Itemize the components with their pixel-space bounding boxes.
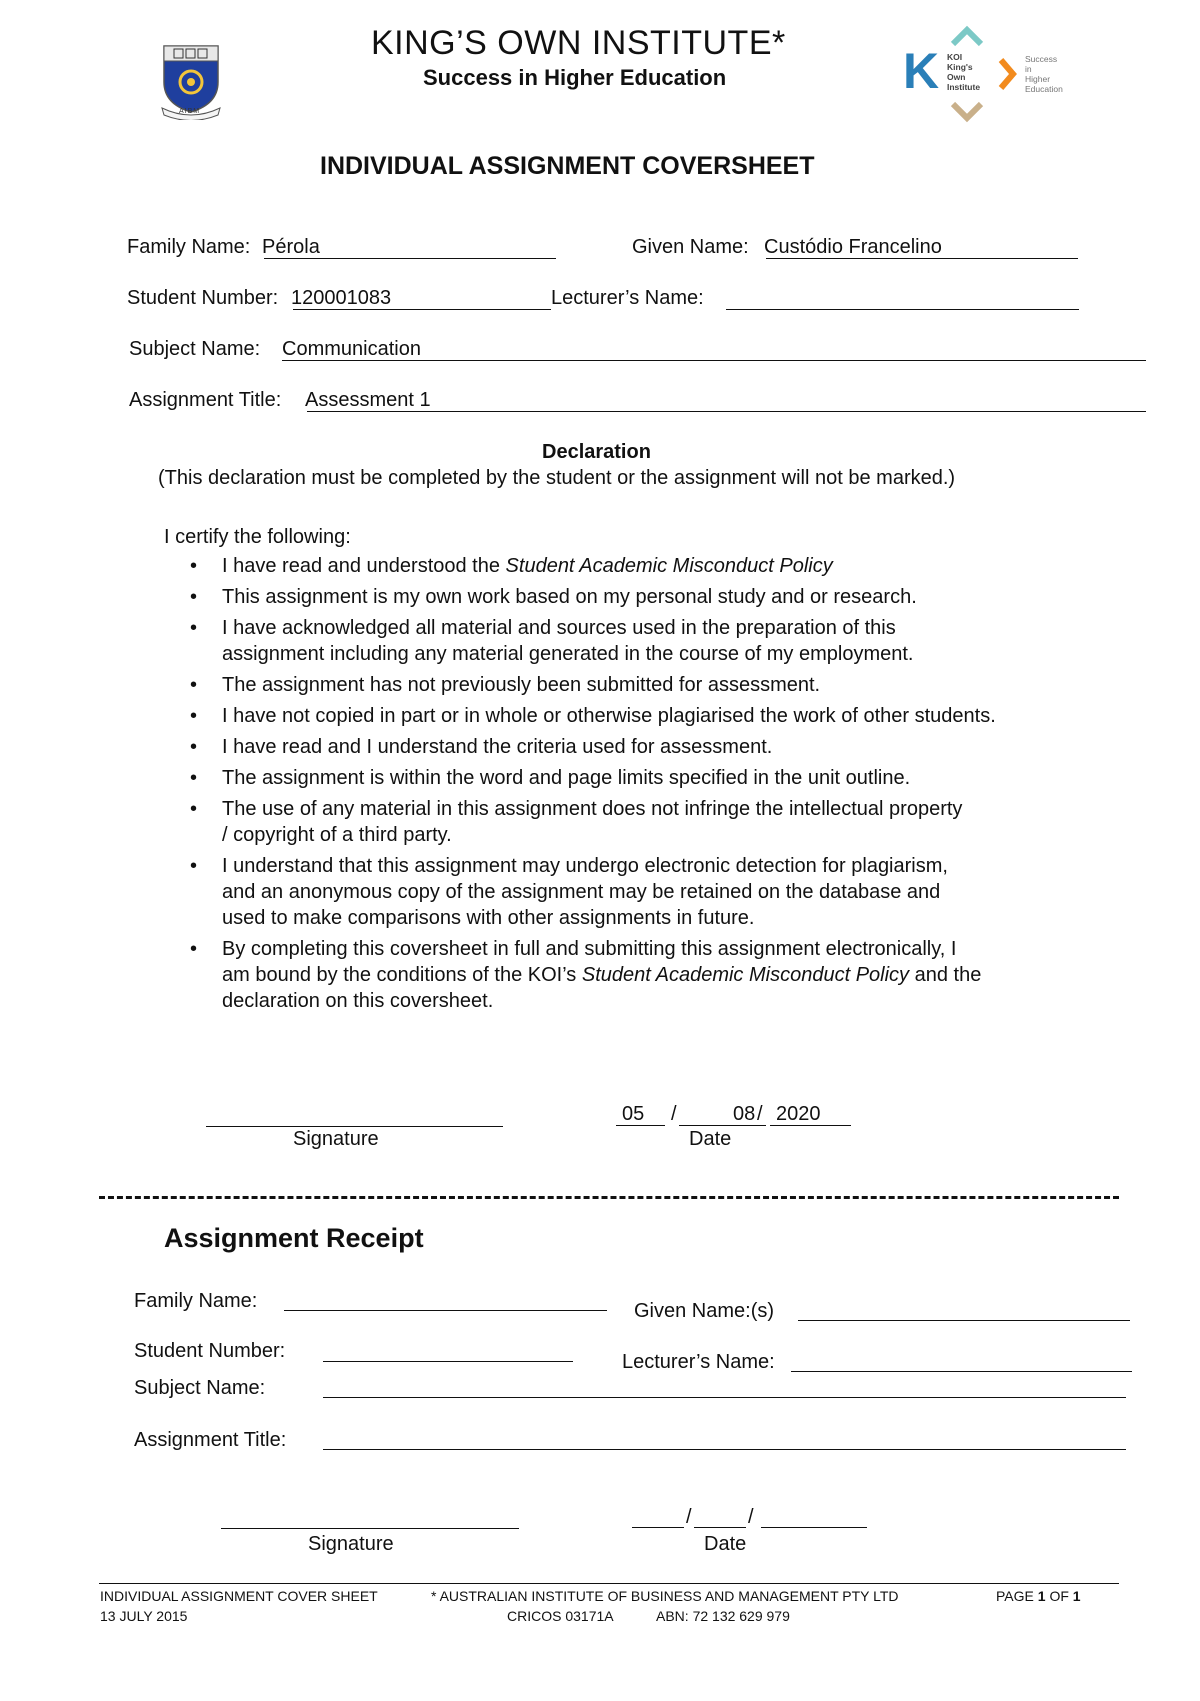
family-name-label: Family Name: (127, 236, 251, 258)
koi-name-lines (947, 52, 980, 92)
assignment-title-value[interactable]: Assessment 1 (305, 389, 431, 411)
date-line-day (616, 1125, 665, 1126)
receipt-title-label: Assignment Title: (134, 1429, 287, 1451)
declaration-intro: I certify the following: (164, 526, 351, 548)
footer-of-word: OF (1045, 1588, 1073, 1604)
receipt-lecturer-label: Lecturer’s Name: (622, 1351, 775, 1373)
list-item-text: I have read and understood the (222, 555, 506, 577)
koi-name-line: King's (947, 62, 973, 72)
given-name-line (766, 258, 1078, 259)
date-year[interactable]: 2020 (776, 1103, 821, 1125)
list-item-line (222, 962, 1090, 988)
date-separator: / (671, 1103, 677, 1125)
receipt-subject-label: Subject Name: (134, 1377, 266, 1399)
date-line-month (679, 1125, 766, 1126)
signature-line[interactable] (206, 1126, 503, 1127)
list-item-line: declaration on this coversheet. (222, 990, 494, 1012)
receipt-date-separator: / (748, 1506, 754, 1528)
family-name-line (264, 258, 556, 259)
footer-company: * AUSTRALIAN INSTITUTE OF BUSINESS AND MANAGEMENT PTY LTD (431, 1588, 899, 1604)
list-item-line: • I have acknowledged all material and sources used in the preparation of this (222, 617, 896, 639)
list-item-text: am bound by the conditions of the KOI’s (222, 964, 582, 986)
receipt-signature-label: Signature (308, 1533, 394, 1555)
aibm-crest-logo (160, 42, 222, 120)
koi-name-line: Own (947, 72, 966, 82)
list-item: • This assignment is my own work based on my personal study and or research. (190, 584, 1090, 610)
footer-doc-date: 13 JULY 2015 (100, 1608, 188, 1624)
assignment-title-line (307, 411, 1146, 412)
koi-slogan-line: Success (1025, 54, 1058, 64)
list-item: • The assignment is within the word and page limits specified in the unit outline. (190, 765, 1090, 791)
koi-name-line: KOI (947, 52, 963, 62)
footer-page-word: PAGE (996, 1588, 1038, 1604)
list-item (190, 553, 1090, 579)
student-number-line (293, 309, 551, 310)
receipt-given-line[interactable] (798, 1320, 1130, 1321)
family-name-value[interactable]: Pérola (262, 236, 320, 258)
koi-slogan-line: Higher (1025, 74, 1051, 84)
receipt-student-label: Student Number: (134, 1340, 286, 1362)
lecturer-name-line[interactable] (726, 309, 1079, 310)
student-number-label: Student Number: (127, 287, 279, 309)
declaration-list (190, 553, 1090, 1019)
receipt-date-line-year[interactable] (761, 1527, 867, 1528)
assignment-title-label: Assignment Title: (129, 389, 282, 411)
receipt-subject-line[interactable] (323, 1397, 1126, 1398)
footer-cricos: CRICOS 03171A (507, 1608, 614, 1624)
date-month[interactable]: 08 (733, 1103, 756, 1125)
receipt-signature-line[interactable] (221, 1528, 519, 1529)
receipt-title-line[interactable] (323, 1449, 1126, 1450)
footer-abn: ABN: 72 132 629 979 (656, 1608, 790, 1624)
koi-letter-k: K (903, 43, 940, 99)
policy-name: Student Academic Misconduct Policy (581, 964, 910, 986)
list-item-line: • I understand that this assignment may undergo electronic detection for plagiarism, (222, 855, 948, 877)
date-day[interactable]: 05 (622, 1103, 645, 1125)
date-separator: / (757, 1103, 763, 1125)
student-number-value[interactable]: 120001083 (291, 287, 392, 309)
list-item (190, 615, 1090, 667)
receipt-family-label: Family Name: (134, 1290, 258, 1312)
declaration-heading: Declaration (542, 441, 651, 463)
list-item-text: and the (909, 964, 982, 986)
footer-page-number: 1 (1037, 1588, 1046, 1604)
crest-motto: AIBM (179, 108, 201, 115)
footer-rule (99, 1583, 1119, 1584)
koi-logo (903, 24, 1083, 124)
koi-slogan-lines (1025, 54, 1063, 94)
subject-name-label: Subject Name: (129, 338, 261, 360)
subject-name-line (282, 360, 1146, 361)
receipt-student-line[interactable] (323, 1361, 573, 1362)
list-item (190, 936, 1090, 1014)
footer-page (996, 1588, 1081, 1604)
receipt-heading: Assignment Receipt (164, 1223, 424, 1253)
receipt-date-line-month[interactable] (694, 1527, 746, 1528)
receipt-date-line-day[interactable] (632, 1527, 684, 1528)
date-line-year (770, 1125, 851, 1126)
list-item-line: and an anonymous copy of the assignment may be retained on the database and (222, 881, 941, 903)
date-label: Date (689, 1128, 732, 1150)
subject-name-value[interactable]: Communication (282, 338, 421, 360)
declaration-note: (This declaration must be completed by the student or the assignment will not be marked.) (158, 467, 956, 489)
lecturer-name-label: Lecturer’s Name: (551, 287, 704, 309)
institute-name: KING’S OWN INSTITUTE* (371, 24, 786, 62)
list-item-line: • By completing this coversheet in full and submitting this assignment electronically, I (222, 938, 957, 960)
koi-name-line: Institute (947, 82, 981, 92)
koi-slogan-line: Education (1025, 84, 1063, 94)
list-item-line: assignment including any material generated in the course of my employment. (222, 643, 914, 665)
footer-page-total: 1 (1072, 1588, 1081, 1604)
koi-slogan-line: in (1025, 64, 1032, 74)
receipt-date-separator: / (686, 1506, 692, 1528)
list-item (190, 853, 1090, 931)
footer-doc-name: INDIVIDUAL ASSIGNMENT COVER SHEET (100, 1588, 378, 1604)
list-item: • The assignment has not previously been submitted for assessment. (190, 672, 1090, 698)
document-title: INDIVIDUAL ASSIGNMENT COVERSHEET (320, 152, 815, 180)
receipt-family-line[interactable] (284, 1310, 607, 1311)
signature-label: Signature (293, 1128, 379, 1150)
list-item: • I have read and I understand the criteria used for assessment. (190, 734, 1090, 760)
policy-name: Student Academic Misconduct Policy (505, 555, 833, 577)
given-name-value[interactable]: Custódio Francelino (764, 236, 942, 258)
list-item: • I have not copied in part or in whole or otherwise plagiarised the work of other students. (190, 703, 1090, 729)
receipt-date-label: Date (704, 1533, 747, 1555)
given-name-label: Given Name: (632, 236, 749, 258)
list-item (190, 796, 1090, 848)
institute-tagline: Success in Higher Education (423, 65, 727, 90)
list-item-line: used to make comparisons with other assignments in future. (222, 907, 755, 929)
cut-line (99, 1196, 1119, 1199)
receipt-given-label: Given Name:(s) (634, 1300, 775, 1322)
receipt-lecturer-line[interactable] (791, 1371, 1132, 1372)
list-item-line: • The use of any material in this assignment does not infringe the intellectual property (222, 798, 963, 820)
list-item-line: / copyright of a third party. (222, 824, 452, 846)
